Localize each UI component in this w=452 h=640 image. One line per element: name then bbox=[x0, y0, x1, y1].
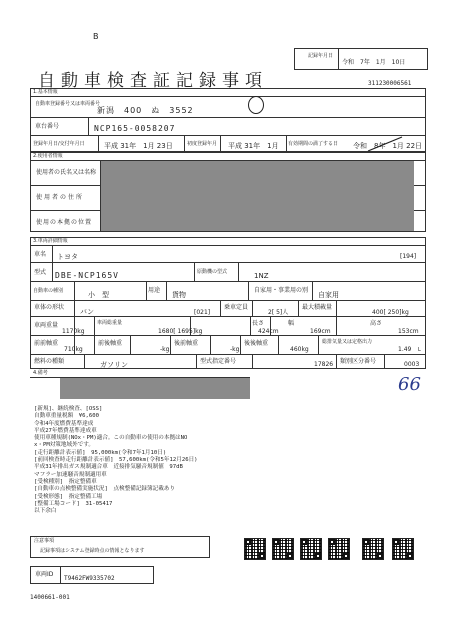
user-address-label: 使用者の住所 bbox=[36, 194, 85, 201]
section-3-heading: 3.車両詳細情報 bbox=[33, 238, 68, 244]
model-label: 型式 bbox=[34, 269, 47, 276]
first-reg-label: 登録年月日/交付年月日 bbox=[33, 141, 85, 147]
body-label: 車体の形状 bbox=[34, 304, 65, 311]
expiry-label: 有効期間の満了する日 bbox=[288, 141, 339, 147]
qr-code bbox=[244, 538, 266, 560]
business-value: 自家用 bbox=[318, 291, 339, 299]
handwritten-circle-mark bbox=[248, 96, 264, 114]
chassis-value: NCP165-0058207 bbox=[94, 124, 176, 133]
base-location-label: 使用の本拠の位置 bbox=[36, 219, 93, 226]
height-value: 153cm bbox=[398, 328, 419, 335]
class-value: 0003 bbox=[404, 361, 420, 368]
rear-axle-label: 後後軸重 bbox=[244, 340, 269, 347]
qr-code bbox=[392, 538, 414, 560]
use-value: 貨物 bbox=[172, 291, 186, 299]
kind-value: 小 型 bbox=[88, 291, 109, 299]
capacity-label: 乗車定員 bbox=[224, 304, 249, 311]
caution-box bbox=[30, 536, 210, 558]
body-code: [021] bbox=[194, 309, 211, 316]
note-line: [整備工場コード] 31-05417 bbox=[34, 500, 113, 507]
note-line: [受検形態] 指定整備工場 bbox=[34, 493, 103, 500]
note-line: [受検種別] 指定整備車 bbox=[34, 478, 97, 485]
rear-front-label: 後前軸重 bbox=[174, 340, 199, 347]
redacted-notes bbox=[60, 378, 250, 399]
document-code: 1400661-001 bbox=[30, 594, 70, 601]
length-value: 424cm bbox=[258, 328, 279, 335]
rear-front-value: -kg bbox=[230, 346, 240, 353]
qr-code bbox=[328, 538, 350, 560]
width-value: 169cm bbox=[310, 328, 331, 335]
document-serial: 311230006561 bbox=[368, 80, 412, 87]
note-line: [新規]、継続検査、[OSS] bbox=[34, 406, 103, 412]
registration-value: 新潟 400 ぬ 3552 bbox=[97, 106, 194, 115]
front-axle-label: 前前軸重 bbox=[34, 340, 59, 347]
front-rear-value: -kg bbox=[160, 346, 170, 353]
length-label: 長さ bbox=[252, 320, 265, 327]
notes-list bbox=[34, 406, 198, 515]
note-line: 平成31年排出ガス規制適合車 近接排気騒音規制値 97dB bbox=[34, 464, 183, 471]
user-name-label: 使用者の氏名又は名称 bbox=[36, 169, 97, 176]
weight-label: 車両重量 bbox=[34, 322, 59, 329]
note-line: 使用車種規制(NOx・PM)適合。この自動車の使用の本拠はNO bbox=[34, 435, 188, 442]
displacement-label: 総排気量又は定格出力 bbox=[322, 339, 373, 345]
first-reg-value: 平成 31年 1月 23日 bbox=[104, 142, 173, 150]
vehicle-id-label: 車両ID bbox=[35, 571, 54, 578]
expiry-value: 令和 8年 1月 22日 bbox=[353, 142, 423, 150]
section-4-heading: 4.備考 bbox=[33, 370, 48, 376]
handwritten-number: 66 bbox=[398, 374, 421, 395]
record-date-value: 令和 7年 1月 10日 bbox=[342, 59, 406, 66]
height-label: 高さ bbox=[370, 320, 383, 327]
rear-axle-value: 460kg bbox=[290, 346, 309, 353]
gross-value: 1680[ 1695]kg bbox=[158, 328, 203, 335]
type-no-value: 17826 bbox=[314, 361, 334, 368]
type-no-label: 型式指定番号 bbox=[200, 358, 237, 365]
front-rear-label: 前後軸重 bbox=[98, 340, 123, 347]
car-name-code: [194] bbox=[400, 253, 417, 260]
note-line: マフラー加速騒音規制適用車 bbox=[34, 471, 107, 478]
record-date-label: 記録年月日 bbox=[308, 53, 334, 59]
capacity-value: 2[ 5]人 bbox=[268, 309, 289, 316]
section-2-heading: 2.使用者情報 bbox=[33, 153, 63, 159]
redacted-user-info bbox=[101, 161, 414, 231]
fuel-value: ガソリン bbox=[100, 361, 128, 369]
first-date-label: 初度登録年月 bbox=[187, 141, 218, 147]
class-label: 類別区分番号 bbox=[340, 358, 377, 365]
note-line: [前回検査時走行距離計表示値] 57,600km(令和5年12月26日) bbox=[34, 457, 198, 464]
kind-label: 自動車の種別 bbox=[33, 288, 64, 294]
use-label: 用途 bbox=[148, 287, 161, 294]
max-load-label: 最大積載量 bbox=[302, 304, 333, 311]
note-line: [自動車の点検整備実施状況] 点検整備記録簿記載あり bbox=[34, 486, 175, 493]
body-value: バン bbox=[80, 308, 94, 316]
business-label: 自家用・事業用の別 bbox=[254, 287, 309, 294]
note-line: x・PM対策地域外です。 bbox=[34, 442, 94, 449]
note-line: 平成27年燃費基準達成車 bbox=[34, 427, 97, 434]
model-value: DBE-NCP165V bbox=[55, 271, 119, 280]
vehicle-id-value: T9462FW9335702 bbox=[64, 575, 115, 582]
weight-value: 1170kg bbox=[62, 328, 85, 335]
strike-mark bbox=[366, 136, 404, 152]
note-line: 以下余白 bbox=[34, 508, 57, 515]
note-line: 令和4年度燃費基準達成 bbox=[34, 420, 94, 427]
note-line: 自動車重量税額 ¥6,600 bbox=[34, 413, 99, 420]
engine-label: 原動機の型式 bbox=[197, 269, 228, 275]
first-date-value: 平成 31年 1月 bbox=[228, 142, 279, 150]
gross-label: 車両総重量 bbox=[97, 320, 123, 326]
caution-text: 記録事項はシステム登録時点の情報となります bbox=[40, 548, 145, 554]
qr-code bbox=[362, 538, 384, 560]
car-name-label: 車名 bbox=[34, 251, 47, 258]
car-name-value: トヨタ bbox=[57, 253, 78, 261]
front-axle-value: 710kg bbox=[64, 346, 83, 353]
caution-label: 注意事項 bbox=[34, 538, 55, 544]
displacement-value: 1.49 bbox=[398, 346, 412, 353]
chassis-label: 車台番号 bbox=[35, 123, 60, 130]
section-1-heading: 1.基本情報 bbox=[33, 89, 58, 95]
qr-code bbox=[300, 538, 322, 560]
max-load-value: 400[ 250]kg bbox=[372, 309, 409, 316]
note-line: [走行距離計表示値] 95,000km(令和7年1月10日) bbox=[34, 449, 167, 456]
width-label: 幅 bbox=[288, 320, 295, 327]
fuel-label: 燃料の種類 bbox=[34, 358, 65, 365]
form-mark: B bbox=[93, 32, 99, 41]
document-title: 自動車検査証記録事項 bbox=[38, 71, 268, 91]
section-vehicle-details bbox=[30, 237, 426, 369]
engine-value: 1NZ bbox=[254, 272, 269, 280]
qr-code bbox=[272, 538, 294, 560]
displacement-unit: L bbox=[418, 347, 421, 353]
registration-label: 自動車登録番号又は車両番号 bbox=[35, 101, 101, 107]
